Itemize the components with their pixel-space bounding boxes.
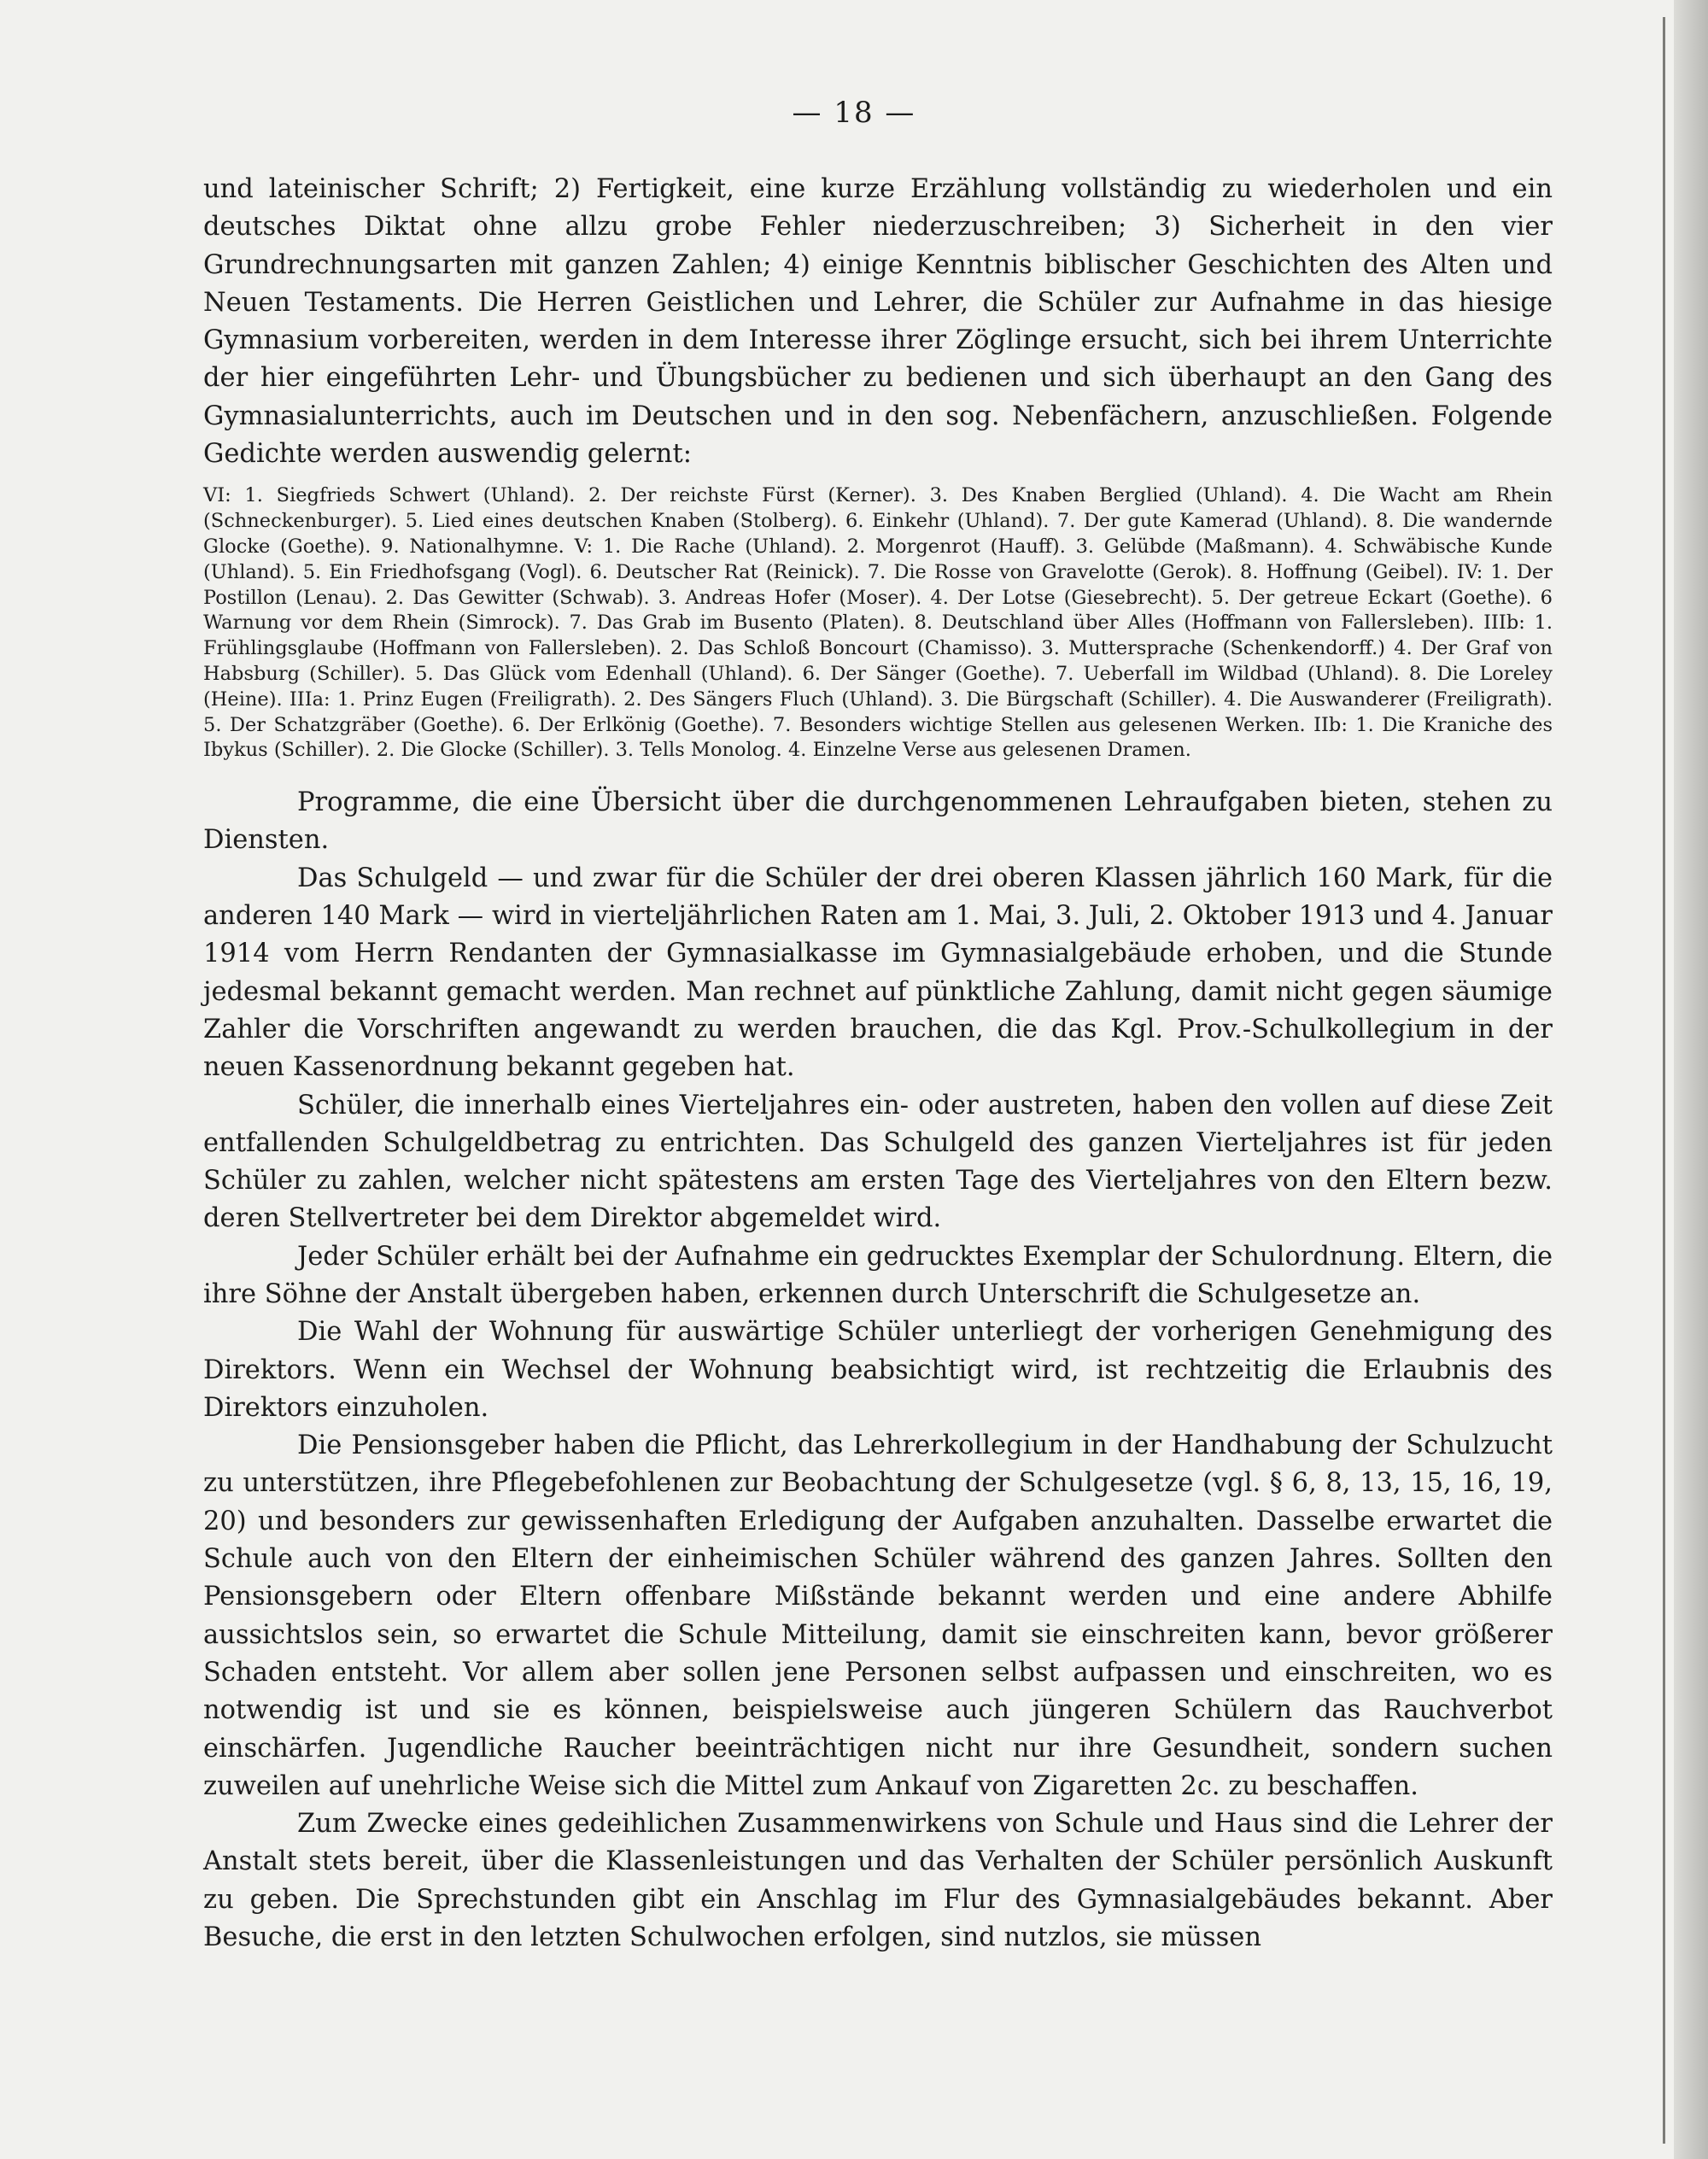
- poem-list: VI: 1. Siegfrieds Schwert (Uhland). 2. Der reichste Fürst (Kerner). 3. Des Knaben Berglied (Uhland). 4. Die Wacht am Rhein (Schneckenburger). 5. Lied eines deutschen Knaben (Stolberg). 6. Einkehr (Uhland). 7. Der gute Kamerad (Uhland). 8. Die wandernde Glocke (Goethe). 9. Nationalhymne. V: 1. Die Rache (Uhland). 2. Morgenrot (Hauff). 3. Gelübde (Maßmann). 4. Schwäbische Kunde (Uhland). 5. Ein Friedhofsgang (Vogl). 6. Deutscher Rat (Reinick). 7. Die Rosse von Gravelotte (Gerok). 8. Hoffnung (Geibel). IV: 1. Der Postillon (Lenau). 2. Das Gewitter (Schwab). 3. Andreas Hofer (Moser). 4. Der Lotse (Giesebrecht). 5. Der getreue Eckart (Goethe). 6 Warnung vor dem Rhein (Simrock). 7. Das Grab im Busento (Platen). 8. Deutschland über Alles (Hoffmann von Fallersleben). IIIb: 1. Frühlingsglaube (Hoffmann von Fallersleben). 2. Das Schloß Boncourt (Chamisso). 3. Muttersprache (Schenkendorff.) 4. Der Graf von Habsburg (Schiller). 5. Das Glück vom Edenhall (Uhland). 6. Der Sänger (Goethe). 7. Ueberfall im Wildbad (Uhland). 8. Die Loreley (Heine). IIIa: 1. Prinz Eugen (Freiligrath). 2. Des Sängers Fluch (Uhland). 3. Die Bürgschaft (Schiller). 4. Die Auswanderer (Freiligrath). 5. Der Schatzgräber (Goethe). 6. Der Erlkönig (Goethe). 7. Besonders wichtige Stellen aus gelesenen Werken. IIb: 1. Die Kraniche des Ibykus (Schiller). 2. Die Glocke (Schiller). 3. Tells Monolog. 4. Einzelne Verse aus gelesenen Dramen.: [203, 484, 1553, 762]
- paragraph-school-fees: Das Schulgeld — und zwar für die Schüler der drei oberen Klassen jährlich 160 Mark, für die anderen 140 Mark — wird in vierteljährlichen Raten am 1. Mai, 3. Juli, 2. Oktober 1913 und 4. Januar 1914 vom Herrn Rendanten der Gymnasialkasse im Gymnasialgebäude erhoben, und die Stunde jedesmal bekannt gemacht werden. Man rechnet auf pünktliche Zahlung, damit nicht gegen säumige Zahler die Vorschriften angewandt zu werden brauchen, die das Kgl. Prov.-Schulkollegium in der neuen Kassenordnung bekannt gegeben hat.: [203, 863, 1553, 1083]
- document-body: [203, 171, 1553, 1957]
- page-edge-line: [1663, 17, 1665, 2144]
- paragraph-admission-requirements: und lateinischer Schrift; 2) Fertigkeit, eine kurze Erzählung vollständig zu wiederholen und ein deutsches Diktat ohne allzu grobe Fehler niederzuschreiben; 3) Sicherheit in den vier Grundrechnungsarten mit ganzen Zahlen; 4) einige Kenntnis biblischer Geschichten des Alten und Neuen Testaments. Die Herren Geistlichen und Lehrer, die Schüler zur Aufnahme in das hiesige Gymnasium vorbereiten, werden in dem Interesse ihrer Zöglinge ersucht, sich bei ihrem Unterrichte der hier eingeführten Lehr- und Übungsbücher zu bedienen und sich überhaupt an den Gang des Gymnasialunterrichts, auch im Deutschen und in den sog. Nebenfächern, anzuschließen. Folgende Gedichte werden auswendig gelernt:: [203, 174, 1553, 470]
- paragraph-consultation: Zum Zwecke eines gedeihlichen Zusammenwirkens von Schule und Haus sind die Lehrer der Anstalt stets bereit, über die Klassenleistungen und das Verhalten der Schüler persönlich Auskunft zu geben. Die Sprechstunden gibt ein Anschlag im Flur des Gymnasialgebäudes bekannt. Aber Besuche, die erst in den letzten Schulwochen erfolgen, sind nutzlos, sie müssen: [203, 1809, 1553, 1953]
- page-edge-shadow: [1674, 0, 1708, 2159]
- paragraph-quarterly-fees: Schüler, die innerhalb eines Vierteljahres ein- oder austreten, haben den vollen auf diese Zeit entfallenden Schulgeldbetrag zu entrichten. Das Schulgeld des ganzen Vierteljahres ist für jeden Schüler zu zahlen, welcher nicht spätestens am ersten Tage des Vierteljahres von den Eltern bezw. deren Stellvertreter bei dem Direktor abgemeldet wird.: [203, 1090, 1553, 1234]
- paragraph-boarding-hosts: Die Pensionsgeber haben die Pflicht, das Lehrerkollegium in der Handhabung der Schulzucht zu unterstützen, ihre Pflegebefohlenen zur Beobachtung der Schulgesetze (vgl. § 6, 8, 13, 15, 16, 19, 20) und besonders zur gewissenhaften Erledigung der Aufgaben anzuhalten. Dasselbe erwartet die Schule auch von den Eltern der einheimischen Schüler während des ganzen Jahres. Sollten den Pensionsgebern oder Eltern offenbare Mißstände bekannt werden und eine andere Abhilfe aussichtslos sein, so erwartet die Schule Mitteilung, damit sie einschreiten kann, bevor größerer Schaden entsteht. Vor allem aber sollen jene Personen selbst aufpassen und einschreiten, wo es notwendig ist und sie es können, beispielsweise auch jüngeren Schülern das Rauchverbot einschärfen. Jugendliche Raucher beeinträchtigen nicht nur ihre Gesundheit, sondern suchen zuweilen auf unehrliche Weise sich die Mittel zum Ankauf von Zigaretten 2c. zu beschaffen.: [203, 1431, 1553, 1801]
- paragraph-school-rules: Jeder Schüler erhält bei der Aufnahme ein gedrucktes Exemplar der Schulordnung. Eltern, die ihre Söhne der Anstalt übergeben haben, erkennen durch Unterschrift die Schulgesetze an.: [203, 1241, 1553, 1309]
- paragraph-housing: Die Wahl der Wohnung für auswärtige Schüler unterliegt der vorherigen Genehmigung des Direktors. Wenn ein Wechsel der Wohnung beabsichtigt wird, ist rechtzeitig die Erlaubnis des Direktors einzuholen.: [203, 1317, 1553, 1423]
- paragraph-programs: Programme, die eine Übersicht über die durchgenommenen Lehraufgaben bieten, stehen zu Diensten.: [203, 787, 1553, 856]
- page-number: — 18 —: [792, 96, 916, 130]
